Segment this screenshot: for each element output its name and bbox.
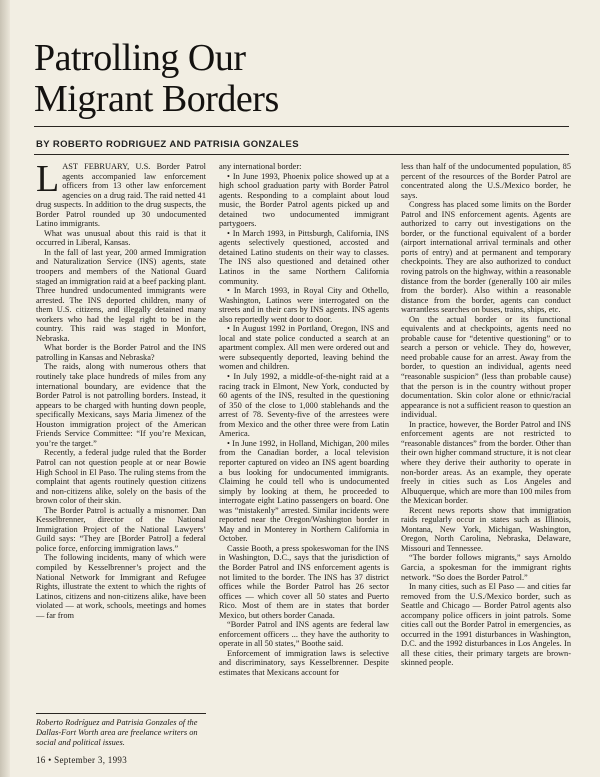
paragraph xyxy=(401,506,571,554)
paragraph xyxy=(36,229,206,248)
paragraph-text: • In March 1993, in Royal City and Othello, Washington, Latinos were interrogated on the streets and in their cars by INS agents. INS agents also reportedly went door to door. xyxy=(219,286,389,324)
paragraph xyxy=(219,620,389,649)
article-title xyxy=(34,38,279,120)
paragraph xyxy=(36,158,206,229)
paragraph-text: In practice, however, the Border Patrol and INS enforcement agents are not restricted to “reasonable distances” from the border. Other than their own higher command structure, it is not clear where they derive their authority to operate in non-border areas. As an example, they operate freely in cities such as Los Angeles and Albuquerque, which are more than 100 miles from the Mexican border. xyxy=(401,419,571,506)
paragraph-text: Recently, a federal judge ruled that the Border Patrol can not question people at or near Bowie High School in El Paso. The ruling stems from the complaint that agents routinely question citizens and non-citizens alike, solely on the basis of the brown color of their skin. xyxy=(36,448,206,506)
paragraph xyxy=(36,248,206,343)
paragraph-text: any international border: xyxy=(219,162,302,171)
paragraph-text: Enforcement of immigration laws is selective and discriminatory, says Kesselbrenner. Despite estimates that Mexicans account for xyxy=(219,648,389,677)
paragraph xyxy=(401,420,571,506)
scan-shadow-edge xyxy=(0,0,10,777)
paragraph-text: “Border Patrol and INS agents are federal law enforcement officers ... they have the authority to operate in all 50 states,” Boothe said. xyxy=(219,620,389,649)
paragraph xyxy=(401,162,571,200)
paragraph-text: What was unusual about this raid is that it occurred in Liberal, Kansas. xyxy=(36,228,206,248)
author-bio: Roberto Rodríguez and Patrisia Gonzales of the Dallas-Fort Worth area are freelance writers on social and political issues. xyxy=(36,718,198,747)
paragraph xyxy=(401,200,571,315)
paragraph xyxy=(219,439,389,544)
paragraph-text: On the actual border or its functional equivalents and at checkpoints, agents need no probable cause for “detentive questioning” or to search a person or vehicle. They do, however, need probable cause for an arrest. Away from the border, to question an individual, agents need “reasonable suspicion” (less than probable cause) that the person is in the country without proper documentation. Skin color alone or ethnic/racial appearance is not a sufficient reason to question an individual. xyxy=(401,314,571,420)
title-line-1: Patrolling Our xyxy=(34,37,246,79)
paragraph-text: In many cities, such as El Paso — and cities far removed from the U.S./Mexico border, such as Seattle and Chicago — Border Patrol agents also accompany police officers in joint patrols. Some cities call out the Border Patrol in emergencies, as occurred in the 1991 disturbances in Washington, D.C. and the 1992 disturbances in Los Angeles. In all these cities, their primary targets are brown-skinned people. xyxy=(401,582,571,668)
paragraph xyxy=(219,229,389,286)
paragraph xyxy=(36,553,206,620)
drop-cap: L xyxy=(36,158,60,200)
paragraph-text: Recent news reports show that immigration raids regularly occur in states such as Illinois, Montana, New York, Michigan, Washington, Oregon, North Carolina, Nebraska, Delaware, Missouri and Tennessee. xyxy=(401,505,571,553)
paragraph-text: Congress has placed some limits on the Border Patrol and INS enforcement agents. Agents are authorized to carry out investigations on the border, or the functional equivalent of a border (airport international arrival terminals and other ports of entry) and at permanent and temporary checkpoints. They are also authorized to conduct roving patrols on the highway, within a reasonable distance from the border (generally 100 air miles from the border). Also within a reasonable distance from the border, agents can conduct warrantless searches on buses, trains, ships, etc. xyxy=(401,200,571,315)
paragraph xyxy=(219,324,389,372)
paragraph-text: • In March 1993, in Pittsburgh, California, INS agents selectively questioned, accosted and detained Latino students on their way to classes. The INS also questioned and detained other Latinos in the same Northern California community. xyxy=(219,228,389,286)
paragraph xyxy=(401,582,571,668)
paragraph-text: In the fall of last year, 200 armed Immigration and Naturalization Service (INS) agents, state troopers and members of the National Guard staged an immigration raid at a beef packing plant. Three hundred undocumented immigrants were arrested. The INS deported children, many of them U.S. citizens, and illegally detained many workers who had the legal right to be in the country. This raid was staged in Monfort, Nebraska. xyxy=(36,247,206,343)
title-line-2: Migrant Borders xyxy=(34,78,279,120)
paragraph-text: The Border Patrol is actually a misnomer. Dan Kesselbrenner, director of the National Immigration Project of the National Lawyers’ Guild says: “They are [Border Patrol] a federal police force, enforcing immigration laws.” xyxy=(36,505,206,553)
byline-rule xyxy=(34,154,569,155)
paragraph-text: What border is the Border Patrol and the INS patrolling in Kansas and Nebraska? xyxy=(36,343,206,362)
paragraph xyxy=(401,553,571,582)
title-rule xyxy=(34,126,569,127)
paragraph xyxy=(36,343,206,362)
column-1 xyxy=(36,158,206,620)
paragraph-text: • In June 1992, in Holland, Michigan, 200 miles from the Canadian border, a local television reporter captured on video an INS agent boarding a bus looking for undocumented immigrants. Claiming he could tell who is undocumented simply by looking at them, he proceeded to interrogate eight Latino passengers on board. One was “mistakenly” arrested. Similar incidents were reported near the Oregon/Washington border in May and in Monterey in Northern California in October. xyxy=(219,438,389,544)
paragraph xyxy=(219,649,389,678)
paragraph xyxy=(219,372,389,439)
paragraph-text: Cassie Booth, a press spokeswoman for the INS in Washington, D.C., says that the jurisdiction of the Border Patrol and INS enforcement agents is not limited to the border. The INS has 37 district offices while the Border Patrol has 26 sector offices — which cover all 50 states and Puerto Rico. Most of them are in states that border Mexico, but others border Canada. xyxy=(219,543,389,620)
paragraph xyxy=(36,506,206,554)
paragraph xyxy=(36,362,206,448)
lead-in: AST FEBRUARY, xyxy=(62,162,130,171)
column-3 xyxy=(401,162,571,668)
paragraph-text: “The border follows migrants,” says Arnoldo Garcia, a spokesman for the immigrant rights network. “So does the Border Patrol.” xyxy=(401,553,571,582)
paragraph-text: • In July 1992, a middle-of-the-night raid at a racing track in Elmont, New York, conducted by 60 agents of the INS, resulted in the questioning of 350 of the close to 1,000 stablehands and the arrest of 78. Seventy-five of the arrestees were from Mexico and the other three were from Latin America. xyxy=(219,372,389,439)
bio-rule xyxy=(36,713,206,714)
paragraph xyxy=(219,162,389,172)
column-2 xyxy=(219,162,389,678)
paragraph xyxy=(36,448,206,505)
paragraph xyxy=(401,315,571,420)
page-folio: 16 • September 3, 1993 xyxy=(36,755,127,765)
paragraph-text: The following incidents, many of which were compiled by Kesselbrenner’s project and the National Network for Immigrant and Refugee Rights, illustrate the extent to which the rights of Latinos, citizens and non-citizens alike, have been violated — at work, schools, meetings and homes — far from xyxy=(36,553,206,620)
paragraph xyxy=(219,286,389,324)
paragraph-text: less than half of the undocumented population, 85 percent of the resources of the Border Patrol are concentrated along the U.S./Mexico border, he says. xyxy=(401,162,571,200)
paragraph-text: • In August 1992 in Portland, Oregon, INS and local and state police conducted a search at an apartment complex. All men were ordered out and were subsequently deported, leaving behind the women and children. xyxy=(219,324,389,372)
paragraph xyxy=(219,172,389,229)
paragraph-text: The raids, along with numerous others that routinely take place hundreds of miles from any international boundary, are evidence that the Border Patrol is not patrolling borders. Instead, it appears to be charged with hunting down people, specifically Mexicans, says Maria Jimenez of the Houston immigration project of the American Friends Service Committee: “If you’re Mexican, you’re the target.” xyxy=(36,362,206,448)
paragraph-text: • In June 1993, Phoenix police showed up at a high school graduation party with Border Patrol agents. Responding to a complaint about loud music, the Border Patrol agents picked up and detained two undocumented immigrant partygoers. xyxy=(219,171,389,229)
paragraph-text: U.S. Border Patrol agents accompanied law enforcement officers from 13 other law enforcement agencies on a drug raid. The raid netted 41 drug suspects. In addition to the drug suspects, the Border Patrol rounded up 30 undocumented Latino immigrants. xyxy=(36,162,206,229)
paragraph xyxy=(219,544,389,620)
byline: BY ROBERTO RODRIGUEZ AND PATRISIA GONZALES xyxy=(36,139,299,150)
